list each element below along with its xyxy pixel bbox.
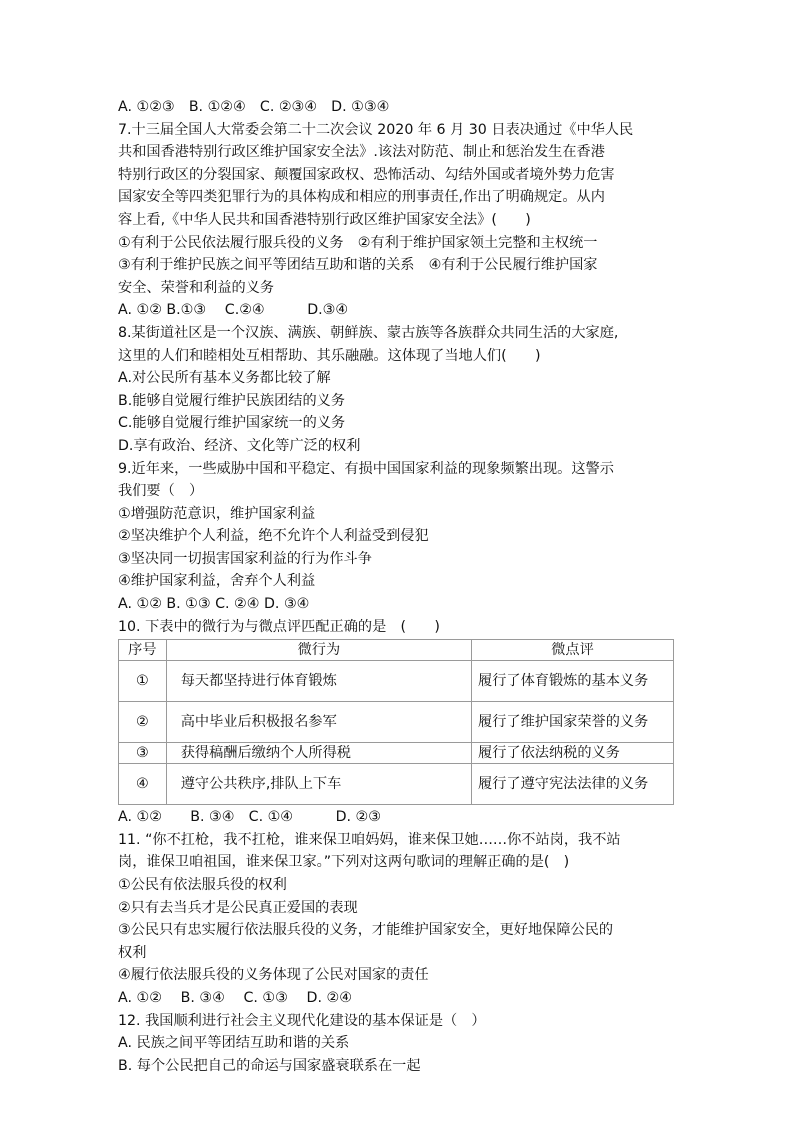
q7-stem-line: 容上看,《中华人民共和国香港特别行政区维护国家安全法》( ): [118, 211, 531, 228]
row-behavior: 每天都坚持进行体育锻炼: [166, 661, 471, 702]
q7-stem-line: 国家安全等四类犯罪行为的具体构成和相应的刑事责任,作出了明确规定。从内: [118, 189, 605, 206]
question-12: [118, 1010, 678, 1078]
q12-option-a: A. 民族之间平等团结互助和谐的关系: [118, 1035, 350, 1052]
table-row: [119, 661, 674, 702]
behavior-comment-table: [118, 639, 674, 805]
row-number: ①: [119, 661, 167, 702]
q8-option-c: C.能够自觉履行维护国家统一的义务: [118, 415, 346, 432]
q12-stem: 12. 我国顺利进行社会主义现代化建设的基本保证是（ ）: [118, 1012, 486, 1029]
q9-options: A. ①② B. ①③ C. ②④ D. ③④: [118, 596, 310, 613]
table-header-row: [119, 640, 674, 661]
row-comment: 履行了维护国家荣誉的义务: [472, 702, 674, 743]
table-header-number: 序号: [119, 640, 167, 661]
q10-stem: 10. 下表中的微行为与微点评匹配正确的是 ( ): [118, 618, 440, 635]
q8-option-d: D.享有政治、经济、文化等广泛的权利: [118, 437, 361, 454]
row-number: ②: [119, 702, 167, 743]
q9-statement: ②坚决维护个人利益，绝不允许个人利益受到侵犯: [118, 528, 429, 545]
q8-option-b: B.能够自觉履行维护民族团结的义务: [118, 392, 346, 409]
q11-options: A. ①② B. ③④ C. ①③ D. ②④: [118, 990, 352, 1006]
q11-statement: ①公民有依法服兵役的权利: [118, 877, 287, 894]
row-comment: 履行了遵守宪法法律的义务: [472, 764, 674, 805]
q9-stem-line: 我们要（ ）: [118, 483, 204, 500]
q9-stem-line: 9.近年来，一些威胁中国和平稳定、有损中国国家利益的现象频繁出现。这警示: [118, 460, 614, 477]
q8-stem-line: 8.某街道社区是一个汉族、满族、朝鲜族、蒙古族等各族群众共同生活的大家庭,: [118, 324, 619, 341]
table-row: [119, 764, 674, 805]
q11-statement: 权利: [118, 944, 147, 961]
q10-options: A. ①② B. ③④ C. ①④ D. ②③: [118, 809, 381, 826]
row-behavior: 获得稿酬后缴纳个人所得税: [166, 743, 471, 764]
question-11: [118, 829, 678, 1010]
row-comment: 履行了依法纳税的义务: [472, 743, 674, 764]
question-7: [118, 119, 678, 322]
q6-options: A. ①②③ B. ①②④ C. ②③④ D. ①③④: [118, 99, 390, 115]
q7-statement: ③有利于维护民族之间平等团结互助和谐的关系 ④有利于公民履行维护国家: [118, 257, 598, 274]
table-header-comment: 微点评: [472, 640, 674, 661]
row-behavior: 遵守公共秩序,排队上下车: [166, 764, 471, 805]
q11-stem-line: 11. “你不扛枪，我不扛枪，谁来保卫咱妈妈，谁来保卫她……你不站岗，我不站: [118, 831, 621, 848]
q11-statement: ④履行依法服兵役的义务体现了公民对国家的责任: [118, 967, 429, 984]
q8-option-a: A.对公民所有基本义务都比较了解: [118, 370, 331, 387]
table-row: [119, 743, 674, 764]
row-behavior: 高中毕业后积极报名参军: [166, 702, 471, 743]
q11-statement: ③公民只有忠实履行依法服兵役的义务，才能维护国家安全，更好地保障公民的: [118, 922, 614, 939]
q11-statement: ②只有去当兵才是公民真正爱国的表现: [118, 899, 358, 916]
exam-page: [118, 96, 678, 1077]
question-9: [118, 458, 678, 616]
q7-stem-line: 特别行政区的分裂国家、颠覆国家政权、恐怖活动、勾结外国或者境外势力危害: [118, 166, 615, 183]
q11-stem-line: 岗，谁保卫咱祖国，谁来保卫家。”下列对这两句歌词的理解正确的是( ): [118, 854, 570, 871]
table-row: [119, 702, 674, 743]
q7-statement: 安全、荣誉和利益的义务: [118, 279, 275, 296]
row-number: ③: [119, 743, 167, 764]
question-10: [118, 616, 678, 829]
q9-statement: ③坚决同一切损害国家利益的行为作斗争: [118, 550, 372, 567]
q12-option-b: B. 每个公民把自己的命运与国家盛衰联系在一起: [118, 1057, 421, 1074]
q8-stem-line: 这里的人们和睦相处互相帮助、其乐融融。这体现了当地人们( ): [118, 347, 541, 364]
row-number: ④: [119, 764, 167, 805]
table-header-behavior: 微行为: [166, 640, 471, 661]
q7-options: A. ①② B.①③ C.②④ D.③④: [118, 302, 349, 319]
q9-statement: ④维护国家利益，舍弃个人利益: [118, 573, 316, 590]
q7-stem-line: 7.十三届全国人大常委会第二十二次会议 2020 年 6 月 30 日表决通过《中华人民: [118, 121, 634, 138]
row-comment: 履行了体育锻炼的基本义务: [472, 661, 674, 702]
q9-statement: ①增强防范意识，维护国家利益: [118, 505, 316, 522]
q7-statement: ①有利于公民依法履行服兵役的义务 ②有利于维护国家领土完整和主权统一: [118, 234, 598, 251]
question-8: [118, 322, 678, 458]
q7-stem-line: 共和国香港特别行政区维护国家安全法》.该法对防范、制止和惩治发生在香港: [118, 144, 605, 161]
